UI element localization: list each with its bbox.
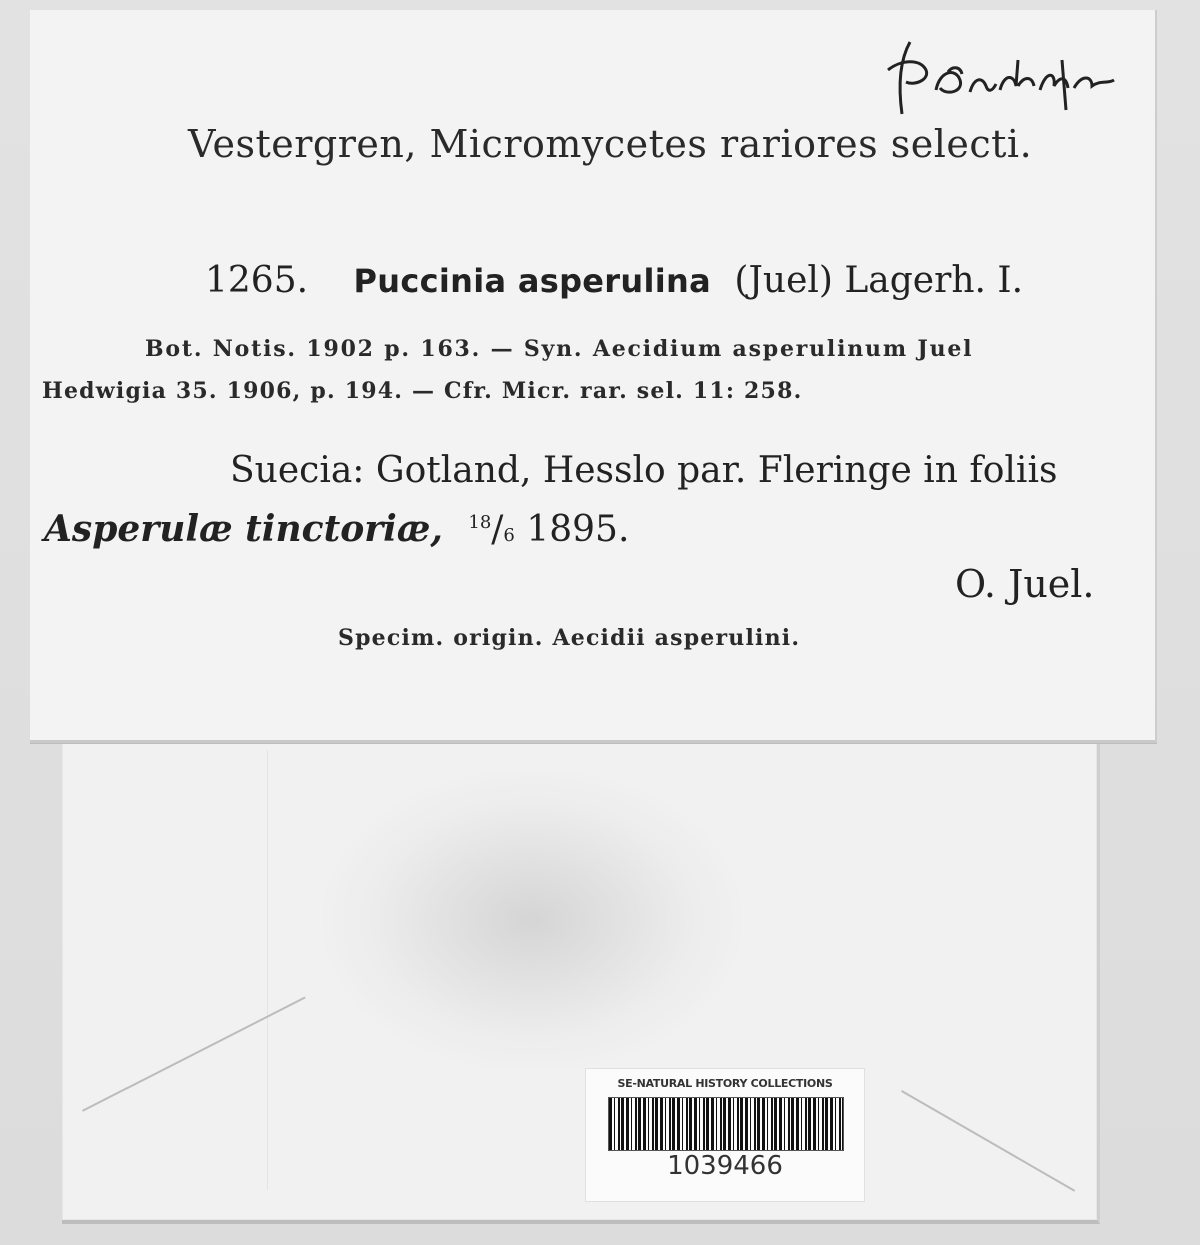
collector-name: O. Juel. [955, 562, 1095, 606]
taxon-authority: (Juel) Lagerh. I. [734, 260, 1024, 301]
collection-date: $^{18}$/6 1895. [468, 509, 630, 550]
envelope-flap-crease-left [82, 997, 305, 1112]
envelope-stain [322, 770, 742, 1070]
barcode-tag [585, 1068, 865, 1202]
barcode-institution: SE-NATURAL HISTORY COLLECTIONS [617, 1077, 833, 1090]
specimen-note: Specim. origin. Aecidii asperulini. [338, 625, 801, 651]
envelope-flap-crease-right [901, 1090, 1075, 1191]
reference-line-2: Hedwigia 35. 1906, p. 194. — Cfr. Micr. rar. sel. 11: 258. [42, 378, 803, 404]
locality-text: Suecia: Gotland, Hesslo par. Fleringe in foliis [230, 450, 1058, 491]
date-day: 18 [468, 512, 492, 533]
series-title: Vestergren, Micromycetes rariores selecti. [188, 122, 1033, 166]
barcode-icon [608, 1097, 844, 1151]
host-and-date [44, 508, 629, 550]
handwritten-signature [870, 30, 1120, 120]
entry-heading [205, 260, 1023, 301]
entry-number: 1265. [205, 260, 309, 301]
specimen-label [30, 10, 1157, 743]
barcode-number: 1039466 [667, 1151, 783, 1181]
host-name: Asperulæ tinctoriæ, [44, 508, 443, 550]
taxon-name: Puccinia asperulina [353, 262, 711, 300]
date-year: 1895. [526, 509, 630, 550]
reference-line-1: Bot. Notis. 1902 p. 163. — Syn. Aecidium asperulinum Juel [145, 336, 974, 362]
envelope-fold [267, 750, 268, 1190]
date-month: 6 [503, 525, 515, 546]
specimen-envelope [62, 730, 1100, 1224]
